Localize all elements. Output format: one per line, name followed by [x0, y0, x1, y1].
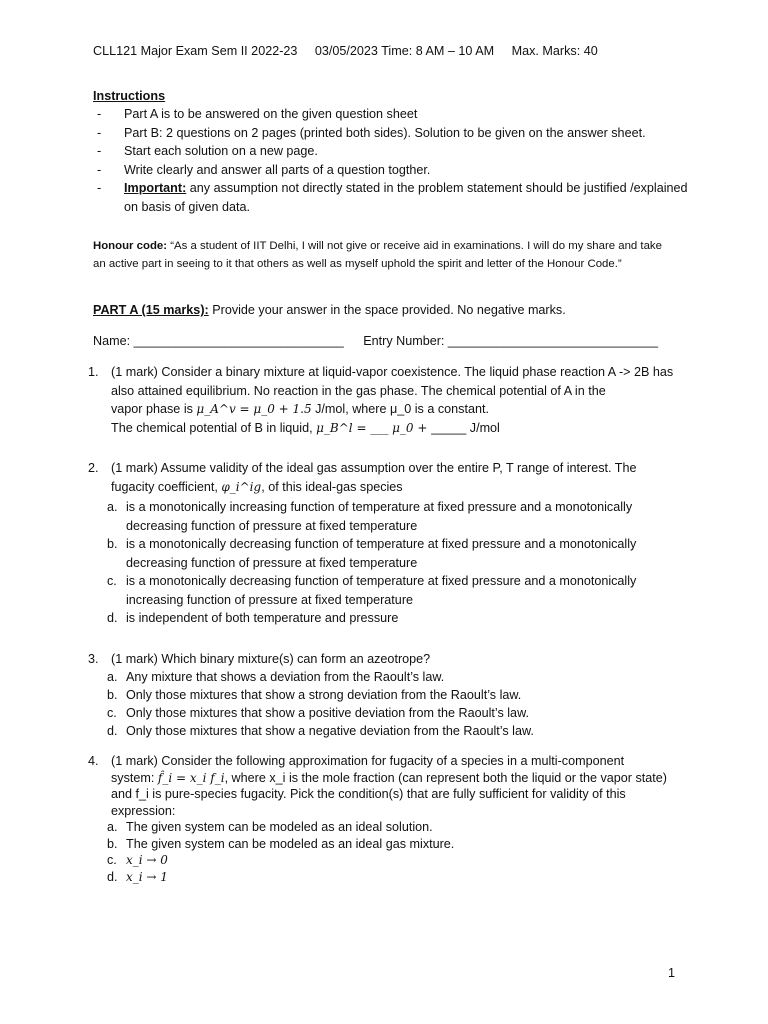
part-a-text: Provide your answer in the space provided. No negative marks.	[212, 303, 566, 317]
instruction-item-important: - Important: any assumption not directly stated in the problem statement should be justified /explained on basis of given data.	[97, 181, 688, 214]
instructions-title: Instructions	[93, 89, 166, 103]
option-c[interactable]: c. Only those mixtures that show a positive deviation from the Raoult’s law.	[107, 706, 529, 720]
honour-code-label: Honour code:	[93, 240, 168, 252]
part-a-heading	[93, 301, 566, 320]
q1-mu-b-expression: μ_B^l = ___ μ_0 +	[316, 420, 432, 435]
important-label: Important:	[124, 181, 187, 195]
option-b[interactable]: b. The given system can be modeled as an ideal gas mixture.	[107, 836, 455, 851]
option-a[interactable]: a. Any mixture that shows a deviation from the Raoult’s law.	[107, 670, 445, 684]
exam-header	[93, 42, 612, 61]
option-b[interactable]: b. Only those mixtures that show a strong deviation from the Raoult’s law.	[107, 688, 522, 702]
page-number: 1	[668, 966, 676, 980]
instruction-item: - Part A is to be answered on the given question sheet	[97, 107, 418, 121]
max-marks: Max. Marks: 40	[511, 44, 598, 58]
instruction-item: - Start each solution on a new page.	[97, 144, 318, 158]
question-4: 4. (1 mark) Consider the following approximation for fugacity of a species in a multi-component system: f̂_i = x_i f_i, where x_i is the mole fraction (can represent both the liquid or the vapor state) and f_i is pure-species fugacity. Pick the condition(s) that are fully sufficient for validity of this expression: a. The given system can be modeled as an ideal solution. b. The given system can be modeled as an ideal gas mixture. c. x_i → 0 d. x_i → 1	[88, 753, 678, 885]
option-d[interactable]: d. Only those mixtures that show a negative deviation from the Raoult’s law.	[107, 724, 534, 738]
name-entry-row	[93, 332, 658, 351]
question-3: 3. (1 mark) Which binary mixture(s) can form an azeotrope? a. Any mixture that shows a deviation from the Raoult’s law. b. Only those mixtures that show a strong deviation from the Raoult’s law. c. Only those mixtures that show a positive deviation from the Raoult’s law. d. Only those mixtures that show a negative deviation from the Raoult’s law.	[88, 650, 678, 740]
option-d[interactable]: d. is independent of both temperature and pressure	[107, 611, 399, 625]
option-d[interactable]: d. x_i → 1	[107, 869, 168, 884]
question-2: 2. (1 mark) Assume validity of the ideal gas assumption over the entire P, T range of interest. The fugacity coefficient, φ_i^ig, of this ideal-gas species a. is a monotonically increasing function of temperature at fixed pressure and a monotonically decreasing function of pressure at fixed temperature b. is a monotonically decreasing function of temperature at fixed pressure and a monotonically decreasing function of pressure at fixed temperature c. is a monotonically decreasing function of temperature at fixed pressure and a monotonically increasing function of pressure at fixed temperature d. is independent of both temperature and pressure	[88, 459, 678, 628]
instruction-item: - Write clearly and answer all parts of a question togther.	[97, 162, 431, 177]
instruction-item: - Part B: 2 questions on 2 pages (printed both sides). Solution to be given on the answer sheet.	[97, 125, 646, 140]
option-b[interactable]: b. is a monotonically decreasing function of temperature at fixed pressure and a monotonically decreasing function of pressure at fixed temperature	[107, 537, 637, 570]
q2-phi-expression: φ_i^ig	[221, 479, 262, 494]
name-field[interactable]: Name: ______________________________	[93, 334, 344, 348]
course-title: CLL121 Major Exam Sem II 2022-23	[93, 44, 298, 58]
option-a[interactable]: a. is a monotonically increasing function of temperature at fixed pressure and a monotonically decreasing function of pressure at fixed temperature	[107, 500, 633, 533]
part-a-title: PART A (15 marks):	[93, 303, 209, 317]
q4-fugacity-expression: f̂_i = x_i f_i	[157, 770, 225, 785]
option-c[interactable]: c. is a monotonically decreasing function of temperature at fixed pressure and a monotonically increasing function of pressure at fixed temperature	[107, 574, 637, 607]
exam-date-time: 03/05/2023 Time: 8 AM – 10 AM	[314, 44, 495, 58]
instructions-list	[93, 105, 693, 216]
honour-code-text: “As a student of IIT Delhi, I will not give or receive aid in examinations. I will do my share and take an active part in seeing to it that others as well as myself uphold the spirit and letter of the Honour Code.”	[93, 240, 662, 270]
question-1: 1. (1 mark) Consider a binary mixture at liquid-vapor coexistence. The liquid phase reaction A -> 2B has also attained equilibrium. No reaction in the gas phase. The chemical potential of A in the vapor phase is μ_A^v = μ_0 + 1.5 J/mol, where μ_0 is a constant. The chemical potential of B in liquid, μ_B^l = ___ μ_0 + _____ J/mol	[88, 365, 674, 435]
q1-mu-a-expression: μ_A^v = μ_0 + 1.5	[196, 402, 312, 416]
entry-number-field[interactable]: Entry Number: ______________________________	[363, 334, 659, 348]
honour-code	[93, 238, 673, 273]
option-c[interactable]: c. x_i → 0	[107, 853, 168, 867]
option-a[interactable]: a. The given system can be modeled as an ideal solution.	[107, 820, 433, 834]
